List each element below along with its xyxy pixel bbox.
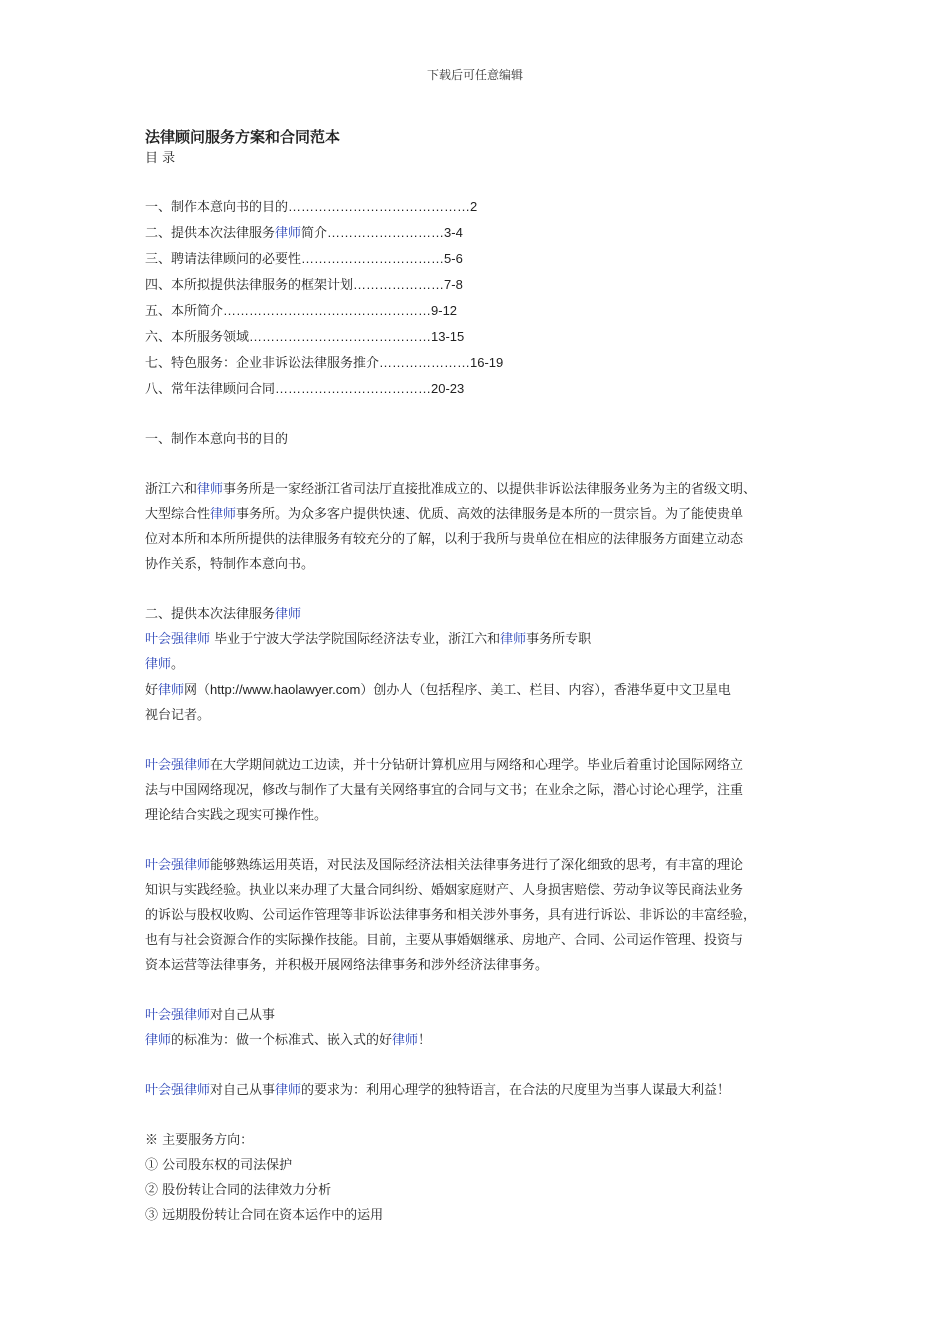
ye-huiqiang-link[interactable]: 叶会强律师	[145, 1083, 211, 1098]
toc-item: 二、提供本次法律服务律师简介………………………3-4	[145, 225, 463, 241]
service-direction-item: ③ 远期股份转让合同在资本运作中的运用	[145, 1208, 384, 1223]
lawyer-link[interactable]: 律师	[145, 1033, 172, 1048]
ye-huiqiang-link[interactable]: 叶会强律师	[145, 632, 211, 647]
document-content: 法律顾问服务方案和合同范本 目 录 一、制作本意向书的目的……………………………………2 二、提供本次法律服务律师简介………………………3-4 三、聘请法律顾问的必要性……………………………5-6 四、本所拟提供法律服务的框架计划…………………7-8 五、本所简介…………………………………………9-12 六、本所服务领域……………………………………13-15 七、特色服务：企业非诉讼法律服务推介…………………16-19 八、常年法律顾问合同………………………………20-23 一、制作本意向书的目的 浙江六和律师事务所是一家经浙江省司法厅直接批准成立的、以提供非诉讼法律服务业务为主的省级文明、 大型综合性律师事务所。为众多客户提供快速、优质、高效的法律服务是本所的一贯宗旨。为了能使贵单 位对本所和本所所提供的法律服务有较充分的了解，以利于我所与贵单位在相应的法律服务方面建立动态 协作关系，特制作本意向书。 二、提供本次法律服务律师 叶会强律师 毕业于宁波大学法学院国际经济法专业，浙江六和律师事务所专职 律师。 好律师网（http://www.haolawyer.com）创办人（包括程序、美工、栏目、内容），香港华夏中文卫星电 视台记者。 叶会强律师在大学期间就边工边读，并十分钻研计算机应用与网络和心理学。毕业后着重讨论国际网络立 法与中国网络现况，修改与制作了大量有关网络事宜的合同与文书；在业余之际，潜心讨论心理学，注重 理论结合实践之现实可操作性。 叶会强律师能够熟练运用英语，对民法及国际经济法相关法律事务进行了深化细致的思考，有丰富的理论 知识与实践经验。执业以来办理了大量合同纠纷、婚姻家庭财产、人身损害赔偿、劳动争议等民商法业务 的诉讼与股权收购、公司运作管理等非诉讼法律事务和相关涉外事务，具有进行诉讼、非诉讼的丰富经验， 也有与社会资源合作的实际操作技能。目前，主要从事婚姻继承、房地产、合同、公司运作管理、投资与 资本运营等法律事务，并积极开展网络法律事务和涉外经济法律事务。 叶会强律师对自己从事 律师的标准为：做一个标准式、嵌入式的好律师！ 叶会强律师对自己从事律师的要求为：利用心理学的独特语言，在合法的尺度里为当事人谋最大利益！ ※ 主要服务方向： ① 公司股东权的司法保护 ② 股份转让合同的法律效力分析 ③ 远期股份转让合同在资本运作中的运用	[145, 126, 825, 1228]
lawyer-link[interactable]: 律师	[158, 683, 185, 698]
ye-huiqiang-link[interactable]: 叶会强律师	[145, 758, 211, 773]
service-direction-item: ② 股份转让合同的法律效力分析	[145, 1183, 332, 1198]
lawyer-link[interactable]: 律师	[210, 507, 237, 522]
toc-heading: 目 录	[145, 151, 176, 166]
toc-item: 三、聘请法律顾问的必要性……………………………5-6	[145, 251, 463, 267]
ye-huiqiang-link[interactable]: 叶会强律师	[145, 858, 211, 873]
lawyer-link[interactable]: 律师	[392, 1033, 419, 1048]
service-direction-item: ① 公司股东权的司法保护	[145, 1158, 293, 1173]
toc-item: 七、特色服务：企业非诉讼法律服务推介…………………16-19	[145, 355, 504, 371]
table-of-contents	[145, 194, 825, 402]
intro-paragraph: 浙江六和律师事务所是一家经浙江省司法厅直接批准成立的、以提供非诉讼法律服务业务为主的省级文明、 大型综合性律师事务所。为众多客户提供快速、优质、高效的法律服务是本所的一贯宗旨。为了能使贵单 位对本所和本所所提供的法律服务有较充分的了解，以利于我所与贵单位在相应的法律服务方面建立动态 协作关系，特制作本意向书。	[145, 482, 757, 572]
toc-item: 一、制作本意向书的目的……………………………………2	[145, 199, 478, 215]
document-title: 法律顾问服务方案和合同范本	[145, 128, 341, 146]
bio-paragraph: 叶会强律师在大学期间就边工边读，并十分钻研计算机应用与网络和心理学。毕业后着重讨论国际网络立 法与中国网络现况，修改与制作了大量有关网络事宜的合同与文书；在业余之际，潜心讨论心理学，注重 理论结合实践之现实可操作性。	[145, 758, 744, 823]
toc-item: 五、本所简介…………………………………………9-12	[145, 303, 458, 319]
section-heading: 一、制作本意向书的目的	[145, 432, 289, 447]
section-heading: 二、提供本次法律服务律师	[145, 607, 302, 622]
lawyer-link[interactable]: 律师	[500, 632, 527, 647]
website-url: http://www.haolawyer.com	[210, 682, 361, 697]
toc-item: 四、本所拟提供法律服务的框架计划…………………7-8	[145, 277, 463, 293]
service-direction-heading: ※ 主要服务方向：	[145, 1133, 254, 1148]
lawyer-link[interactable]: 律师	[275, 607, 302, 622]
experience-paragraph: 叶会强律师能够熟练运用英语，对民法及国际经济法相关法律事务进行了深化细致的思考，有丰富的理论 知识与实践经验。执业以来办理了大量合同纠纷、婚姻家庭财产、人身损害赔偿、劳动争议等民商法业务 的诉讼与股权收购、公司运作管理等非诉讼法律事务和相关涉外事务，具有进行诉讼、非诉讼的丰富经验， 也有与社会资源合作的实际操作技能。目前，主要从事婚姻继承、房地产、合同、公司运作管理、投资与 资本运营等法律事务，并积极开展网络法律事务和涉外经济法律事务。	[145, 858, 757, 973]
toc-item: 六、本所服务领域……………………………………13-15	[145, 329, 465, 345]
ye-huiqiang-link[interactable]: 叶会强律师	[145, 1008, 211, 1023]
lawyer-link[interactable]: 律师	[275, 226, 302, 241]
lawyer-link[interactable]: 律师	[275, 1083, 302, 1098]
lawyer-link[interactable]: 律师	[145, 657, 172, 672]
header-note: 下载后可任意编辑	[426, 68, 523, 82]
lawyer-link[interactable]: 律师	[197, 482, 224, 497]
toc-item: 八、常年法律顾问合同………………………………20-23	[145, 381, 465, 397]
